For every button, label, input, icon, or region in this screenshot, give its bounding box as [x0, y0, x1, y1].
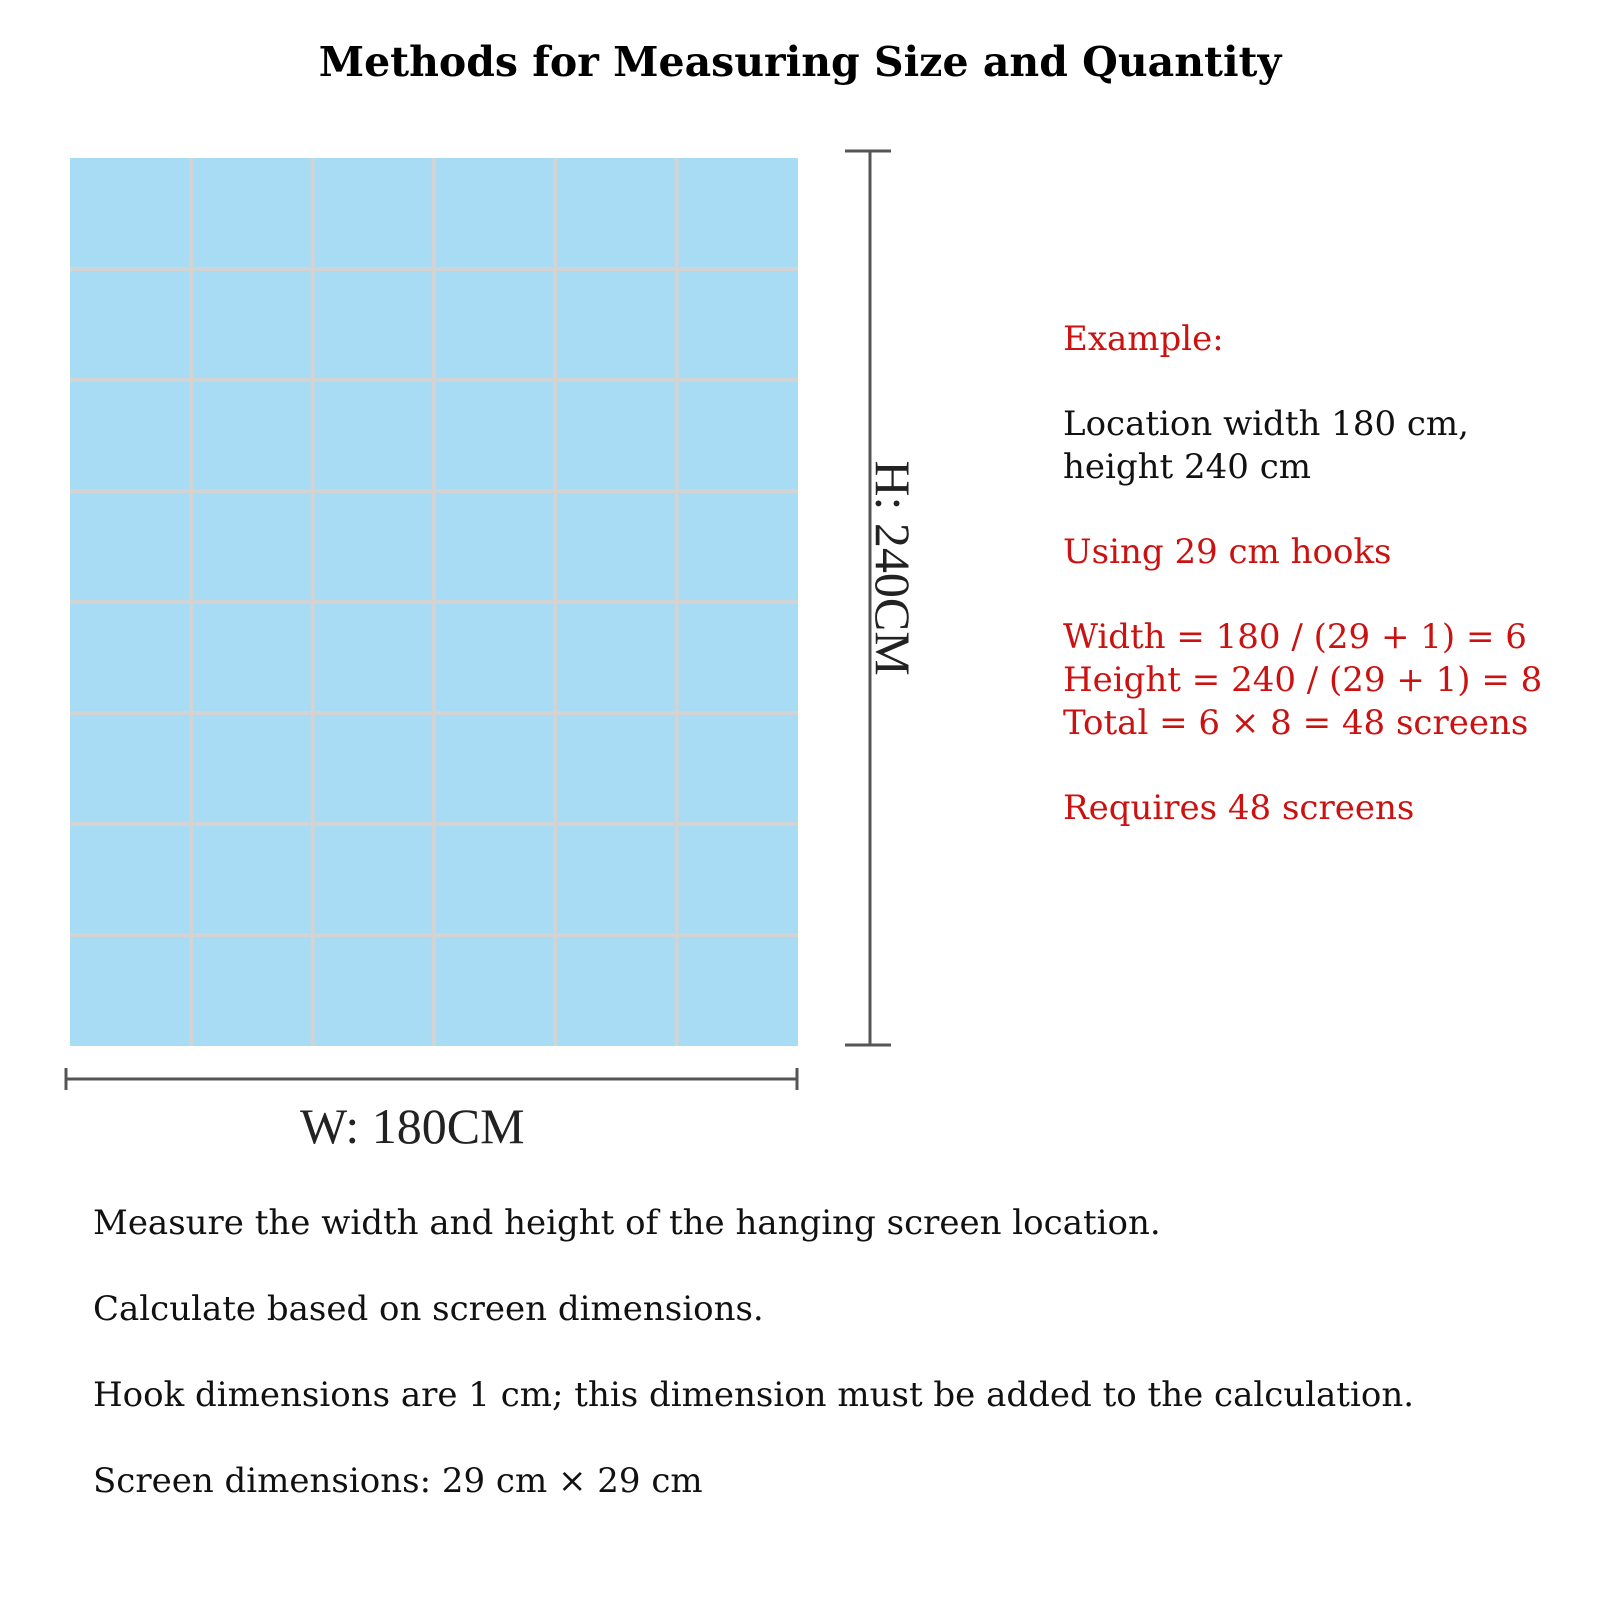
example-location-line-1: Location width 180 cm, [1063, 404, 1469, 444]
note-hook-dimensions: Hook dimensions are 1 cm; this dimension must be added to the calculation. [93, 1375, 1415, 1415]
example-requirement: Requires 48 screens [1063, 788, 1415, 828]
note-screen-dimensions: Screen dimensions: 29 cm × 29 cm [93, 1461, 703, 1501]
note-measure: Measure the width and height of the hanging screen location. [93, 1203, 1161, 1243]
width-label: W: 180CM [300, 1098, 525, 1154]
height-label: H: 240CM [865, 460, 921, 676]
note-calculate: Calculate based on screen dimensions. [93, 1289, 764, 1329]
example-width-calc: Width = 180 / (29 + 1) = 6 [1063, 617, 1527, 657]
width-dimension-line [66, 1068, 797, 1090]
example-block [1063, 318, 1583, 830]
example-location-line-2: height 240 cm [1063, 447, 1312, 487]
example-total-calc: Total = 6 × 8 = 48 screens [1063, 703, 1529, 743]
instruction-notes [93, 1200, 1573, 1544]
page-title: Methods for Measuring Size and Quantity [318, 38, 1282, 86]
example-heading: Example: [1063, 319, 1224, 359]
example-hooks: Using 29 cm hooks [1063, 532, 1392, 572]
example-height-calc: Height = 240 / (29 + 1) = 8 [1063, 660, 1543, 700]
